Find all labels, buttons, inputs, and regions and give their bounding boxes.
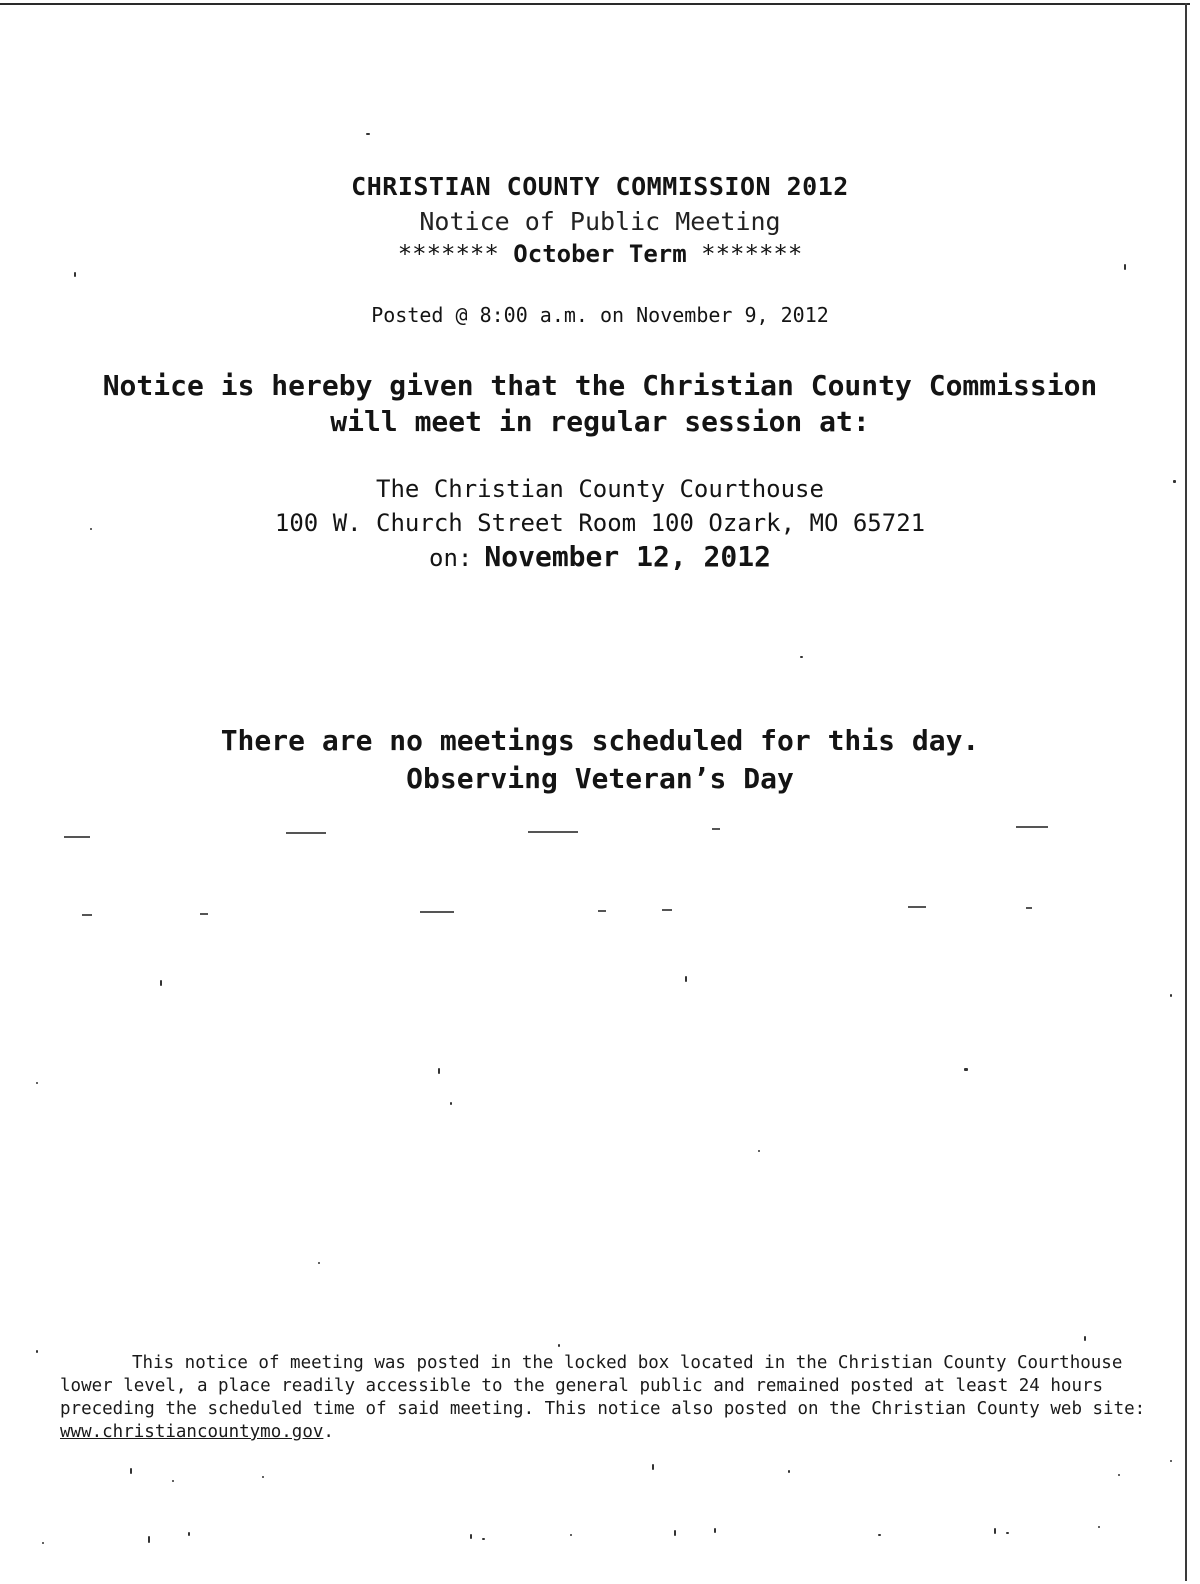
scan-speck xyxy=(758,1150,760,1152)
scan-dash xyxy=(82,914,92,916)
scan-speck xyxy=(42,1542,44,1544)
scan-speck xyxy=(878,1534,881,1536)
scan-dash xyxy=(64,836,90,838)
notice-line-1: Notice is hereby given that the Christian County Commission xyxy=(102,369,1098,402)
scan-dash xyxy=(598,910,606,912)
scan-speck xyxy=(714,1528,716,1533)
scan-speck xyxy=(1006,1532,1009,1534)
scan-speck xyxy=(36,1082,38,1084)
posting-statement-end: . xyxy=(323,1422,334,1442)
observance-line: Observing Veteran’s Day xyxy=(406,762,794,795)
scan-speck xyxy=(130,1468,132,1474)
scan-dash xyxy=(1026,907,1032,909)
scan-speck xyxy=(172,1480,174,1482)
scan-dash xyxy=(286,832,326,834)
document-subtitle: Notice of Public Meeting xyxy=(419,207,781,236)
meeting-location xyxy=(0,472,1200,575)
street-address: 100 W. Church Street Room 100 Ozark, MO 65721 xyxy=(274,509,926,537)
scan-speck xyxy=(148,1536,150,1543)
scan-speck xyxy=(570,1534,572,1536)
scan-speck xyxy=(994,1528,996,1534)
scan-speck xyxy=(36,1350,38,1353)
scan-speck xyxy=(1084,1336,1086,1341)
scan-speck xyxy=(1170,1460,1172,1462)
scan-speck xyxy=(558,1344,560,1347)
scan-speck xyxy=(1098,1526,1100,1528)
date-label: on: xyxy=(429,544,473,572)
scan-speck xyxy=(1173,480,1176,483)
announcement-block xyxy=(0,722,1200,798)
term-name: October Term xyxy=(513,240,687,268)
scan-speck xyxy=(964,1068,968,1071)
term-line xyxy=(0,240,1200,268)
scan-speck xyxy=(160,980,162,986)
scan-speck xyxy=(74,272,76,277)
scan-dash xyxy=(200,913,208,915)
document-title: CHRISTIAN COUNTY COMMISSION 2012 xyxy=(351,172,849,201)
scan-speck xyxy=(470,1534,472,1539)
posting-statement-text: This notice of meeting was posted in the locked box located in the Christian County Courthouse lower level, a place readily accessible to the general public and remained posted at least 24 hours preceding the scheduled time of said meeting. This notice also posted on the Christian County web site: xyxy=(60,1353,1146,1419)
scan-speck xyxy=(1170,994,1172,997)
scan-speck xyxy=(1124,264,1126,270)
scan-speck xyxy=(482,1538,485,1540)
term-stars-right: ******* xyxy=(701,240,803,268)
scan-dash xyxy=(528,831,578,833)
scan-dash xyxy=(420,911,454,913)
scan-speck xyxy=(685,976,687,982)
meeting-date-line xyxy=(0,540,1200,575)
scan-speck xyxy=(90,528,92,530)
scan-speck xyxy=(450,1102,452,1105)
scan-dash xyxy=(1016,826,1048,828)
scan-dash xyxy=(712,828,720,830)
notice-block xyxy=(0,368,1200,440)
scan-edge-top xyxy=(0,3,1190,5)
scan-speck xyxy=(788,1470,790,1473)
scan-speck xyxy=(800,656,803,658)
building-name: The Christian County Courthouse xyxy=(376,475,824,503)
scan-speck xyxy=(438,1068,440,1074)
posting-statement xyxy=(60,1352,1150,1444)
scan-dash xyxy=(908,906,926,908)
scan-speck xyxy=(1118,1474,1120,1476)
scan-speck xyxy=(652,1464,654,1470)
website-link[interactable]: www.christiancountymo.gov xyxy=(60,1422,324,1442)
scan-speck xyxy=(188,1532,190,1536)
notice-line-2: will meet in regular session at: xyxy=(330,405,870,438)
posted-line: Posted @ 8:00 a.m. on November 9, 2012 xyxy=(371,303,829,327)
scan-dash xyxy=(662,909,672,911)
scan-speck xyxy=(674,1530,676,1536)
meeting-date: November 12, 2012 xyxy=(484,540,771,573)
scan-speck xyxy=(366,133,370,135)
no-meetings-line: There are no meetings scheduled for this day. xyxy=(220,724,980,757)
scan-speck xyxy=(262,1476,264,1478)
term-stars-left: ******* xyxy=(397,240,499,268)
scan-speck xyxy=(318,1262,320,1264)
